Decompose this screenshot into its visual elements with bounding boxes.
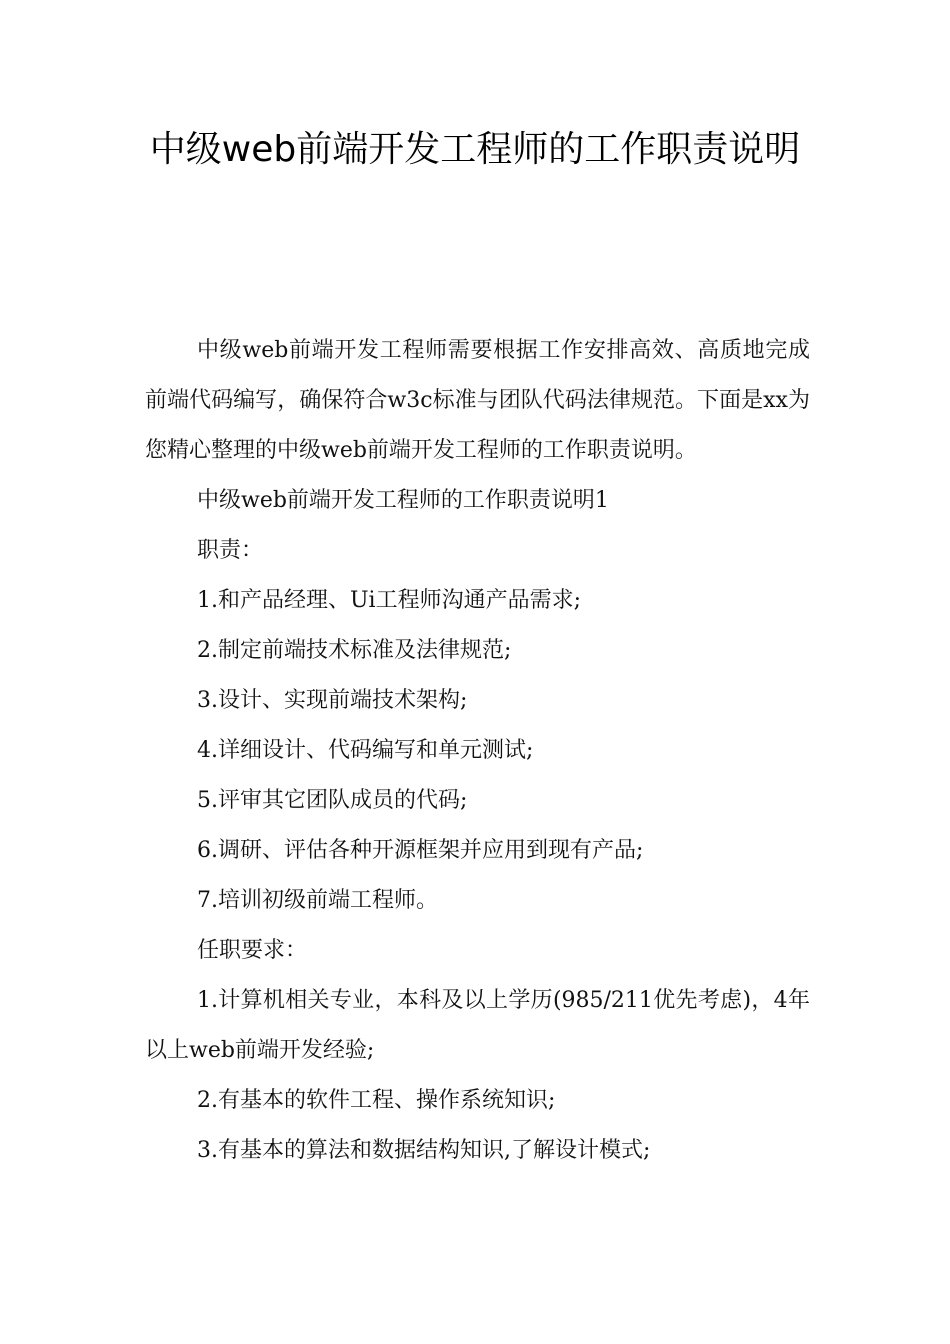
duty-item: 5.评审其它团队成员的代码; (197, 788, 468, 813)
duties-label: 职责： (197, 538, 264, 563)
intro-paragraph: 中级web前端开发工程师需要根据工作安排高效、高质地完成前端代码编写，确保符合w3c标准与团队代码法律规范。下面是xx为您精心整理的中级web前端开发工程师的工作职责说明。 (145, 338, 810, 463)
duty-item: 7.培训初级前端工程师。 (197, 888, 438, 913)
duty-item: 2.制定前端技术标准及法律规范; (197, 638, 512, 663)
duty-item: 4.详细设计、代码编写和单元测试; (197, 738, 534, 763)
duty-item: 1.和产品经理、Ui工程师沟通产品需求; (197, 588, 581, 613)
section-heading: 中级web前端开发工程师的工作职责说明1 (197, 488, 609, 513)
document-title: 中级web前端开发工程师的工作职责说明 (149, 129, 801, 170)
requirement-item: 1.计算机相关专业，本科及以上学历(985/211优先考虑)，4年以上web前端开发经验; (145, 988, 810, 1063)
requirement-item: 3.有基本的算法和数据结构知识,了解设计模式; (197, 1138, 651, 1163)
requirements-label: 任职要求： (197, 938, 308, 963)
requirement-item: 2.有基本的软件工程、操作系统知识; (197, 1088, 556, 1113)
document-body (145, 326, 810, 1176)
duty-item: 6.调研、评估各种开源框架并应用到现有产品; (197, 838, 644, 863)
duty-item: 3.设计、实现前端技术架构; (197, 688, 468, 713)
